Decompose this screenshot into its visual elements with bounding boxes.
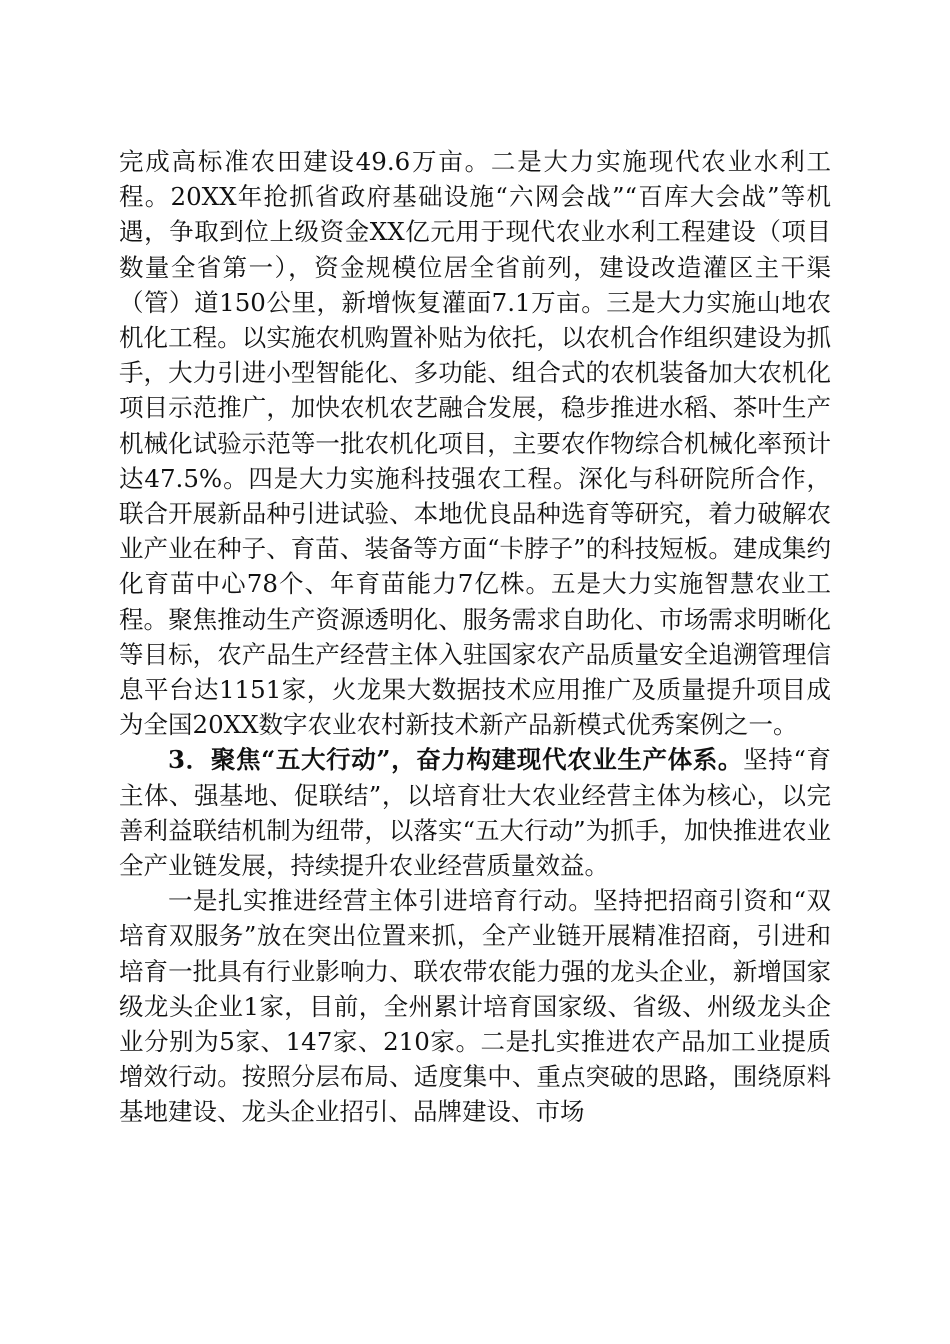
paragraph-business-entities-processing: 一是扎实推进经营主体引进培育行动。坚持把招商引资和“双培育双服务”放在突出位置来抓，全产业链开展精准招商，引进和培育一批具有行业影响力、联农带农能力强的龙头企业，新增国家级龙头企业1家，目前，全州累计培育国家级、省级、州级龙头企业分别为5家、147家、210家。二是扎实推进农产品加工业提质增效行动。按照分层布局、适度集中、重点突破的思路，围绕原料基地建设、龙头企业招引、品牌建设、市场 xyxy=(119,886,831,1127)
paragraph-five-actions xyxy=(119,742,831,883)
paragraph-farmland-water-mechanization-tech-smart: 完成高标准农田建设49.6万亩。二是大力实施现代农业水利工程。20XX年抢抓省政府基础设施“六网会战”“百库大会战”等机遇，争取到位上级资金XX亿元用于现代农业水利工程建设（项目数量全省第一），资金规模位居全省前列，建设改造灌区主干渠（管）道150公里，新增恢复灌面7.1万亩。三是大力实施山地农机化工程。以实施农机购置补贴为依托，以农机合作组织建设为抓手，大力引进小型智能化、多功能、组合式的农机装备加大农机化项目示范推广，加快农机农艺融合发展，稳步推进水稻、茶叶生产机械化试验示范等一批农机化项目，主要农作物综合机械化率预计达47.5%。四是大力实施科技强农工程。深化与科研院所合作，联合开展新品种引进试验、本地优良品种选育等研究，着力破解农业产业在种子、育苗、装备等方面“卡脖子”的科技短板。建成集约化育苗中心78个、年育苗能力7亿株。五是大力实施智慧农业工程。聚焦推动生产资源透明化、服务需求自助化、市场需求明晰化等目标，农产品生产经营主体入驻国家农产品质量安全追溯管理信息平台达1151家，火龙果大数据技术应用推广及质量提升项目成为全国20XX数字农业农村新技术新产品新模式优秀案例之一。 xyxy=(119,147,831,740)
section-heading-five-actions: 3．聚焦“五大行动”，奋力构建现代农业生产体系。 xyxy=(168,745,744,775)
document-page xyxy=(119,144,831,1130)
paragraph-five-actions-body: 坚持“育主体、强基地、促联结”，以培育壮大农业经营主体为核心，以完善利益联结机制为纽带，以落实“五大行动”为抓手，加快推进农业全产业链发展，持续提升农业经营质量效益。 xyxy=(119,745,832,881)
